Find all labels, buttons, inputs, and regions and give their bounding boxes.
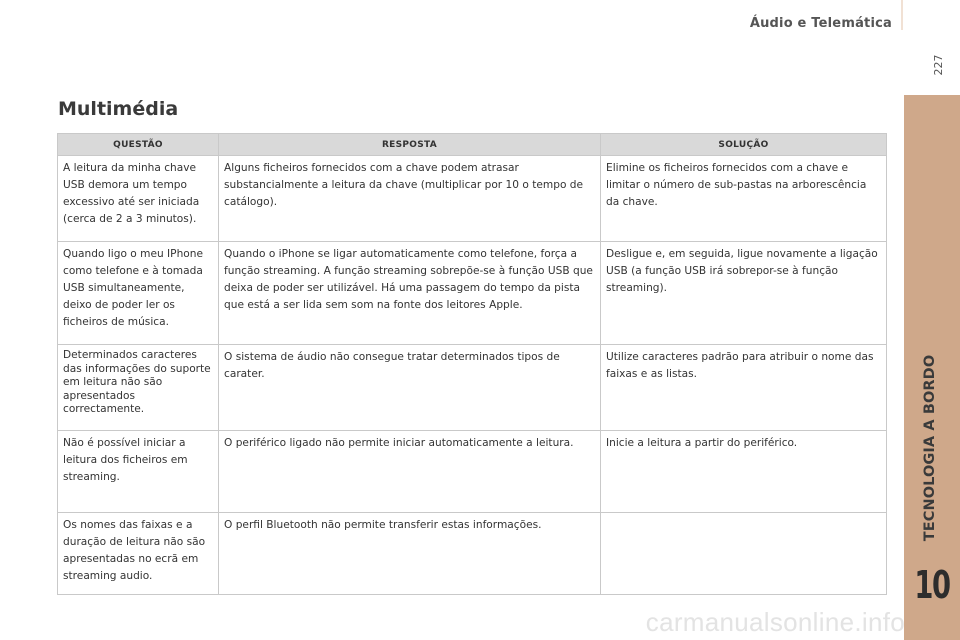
table-row [58,242,887,345]
solution-cell: Utilize caracteres padrão para atribuir o nome das faixas e as listas. [601,345,887,431]
question-cell: Determinados caracteres das informações do suporte em leitura não são apresentados correctamente. [58,345,219,431]
column-header-answer: RESPOSTA [219,134,601,156]
solution-cell: Inicie a leitura a partir do periférico. [601,431,887,513]
chapter-number: 10 [914,563,950,607]
column-header-question: QUESTÃO [58,134,219,156]
table-row [58,345,887,431]
solution-cell: Elimine os ficheiros fornecidos com a chave e limitar o número de sub-pastas na arborescência da chave. [601,156,887,242]
question-cell: A leitura da minha chave USB demora um tempo excessivo até ser iniciada (cerca de 2 a 3 minutos). [58,156,219,242]
table-header-row [58,134,887,156]
header-divider [901,0,903,30]
answer-cell: Alguns ficheiros fornecidos com a chave podem atrasar substancialmente a leitura da chave (multiplicar por 10 o tempo de catálogo). [219,156,601,242]
table-row [58,513,887,595]
question-cell: Quando ligo o meu IPhone como telefone e à tomada USB simultaneamente, deixo de poder ler os ficheiros de música. [58,242,219,345]
watermark: carmanualsonline.info [645,607,905,637]
table-row [58,431,887,513]
answer-cell: O periférico ligado não permite iniciar automaticamente a leitura. [219,431,601,513]
solution-cell [601,513,887,595]
answer-cell: O sistema de áudio não consegue tratar determinados tipos de carater. [219,345,601,431]
answer-cell: O perfil Bluetooth não permite transferir estas informações. [219,513,601,595]
column-header-solution: SOLUÇÃO [601,134,887,156]
page-number: 227 [932,54,945,76]
question-cell: Os nomes das faixas e a duração de leitura não são apresentadas no ecrã em streaming audio. [58,513,219,595]
section-title: Multimédia [58,98,179,120]
solution-cell: Desligue e, em seguida, ligue novamente a ligação USB (a função USB irá sobrepor-se à função streaming). [601,242,887,345]
chapter-header-title: Áudio e Telemática [749,16,892,31]
question-cell: Não é possível iniciar a leitura dos ficheiros em streaming. [58,431,219,513]
side-tab-label: TECNOLOGIA A BORDO [922,354,938,542]
table-row [58,156,887,242]
answer-cell: Quando o iPhone se ligar automaticamente como telefone, força a função streaming. A função streaming sobrepõe-se à função USB que deixa de poder ser utilizável. Há uma passagem do tempo da pista que está a ser lida sem som na fonte dos leitores Apple. [219,242,601,345]
troubleshooting-table [57,133,887,595]
